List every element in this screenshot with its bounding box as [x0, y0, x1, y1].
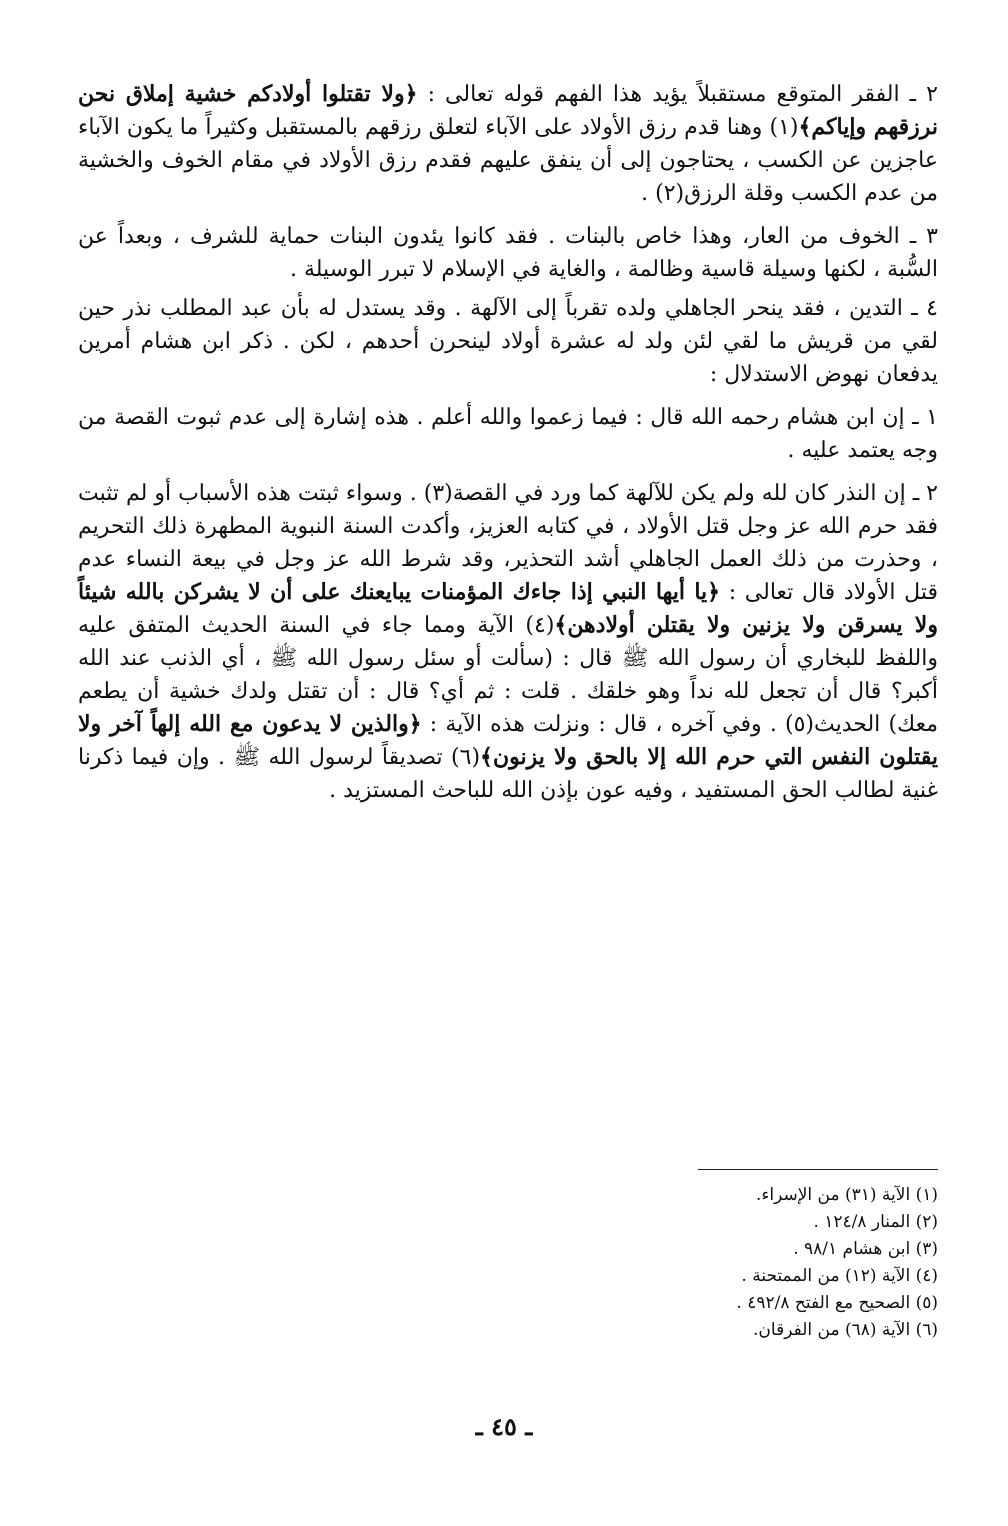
- paragraph-middle: (٤) الآية ومما جاء في السنة الحديث المتفق عليه واللفظ للبخاري أن رسول الله ﷺ قال : (سألت أو سئل رسول الله ﷺ ، أي الذنب عند الله أكبر؟ قال أن تجعل لله نداً وهو خلقك . قلت : ثم أي؟ قال : أن تقتل ولدك خشية أن يطعم معك) الحديث(٥) . وفي آخره ، قال : ونزلت هذه الآية :: [78, 613, 938, 737]
- paragraph-shame: ٣ ـ الخوف من العار، وهذا خاص بالبنات . فقد كانوا يئدون البنات حماية للشرف ، وبعداً عن السُّبة ، لكنها وسيلة قاسية وظالمة ، والغاية في الإسلام لا تبرر الوسيلة .: [78, 224, 938, 282]
- paragraph-religion: ٤ ـ التدين ، فقد ينحر الجاهلي ولده تقرباً إلى الآلهة . وقد يستدل له بأن عبد المطلب نذر حين لقي من قريش ما لقي لئن ولد له عشرة أولاد لينحرن أحدهم ، لكن . ذكر ابن هشام أمرين يدفعان نهوض الاستدلال :: [78, 296, 938, 387]
- paragraph-ibn-hisham: ١ ـ إن ابن هشام رحمه الله قال : فيما زعموا والله أعلم . هذه إشارة إلى عدم ثبوت القصة من وجه يعتمد عليه .: [78, 405, 938, 463]
- quran-quote: ﴿يا أيها النبي إذا جاءك المؤمنات يبايعنك على أن لا يشركن بالله شيئاً ولا يسرقن ولا يزنين ولا يقتلن أولادهن﴾: [78, 579, 938, 638]
- page-number: ـ ٤٥ ـ: [475, 1412, 533, 1441]
- footnote-1: (١) الآية (٣١) من الإسراء.: [755, 1185, 938, 1205]
- quran-quote-2: ﴿والذين لا يدعون مع الله إلهاً آخر ولا يقتلون النفس التي حرم الله إلا بالحق ولا يزنون﴾: [78, 711, 938, 770]
- footnote-3: (٣) ابن هشام ٩٨/١ .: [793, 1239, 938, 1259]
- paragraph-lead: ٢ ـ إن النذر كان لله ولم يكن للآلهة كما ورد في القصة(٣) . وسواء ثبتت هذه الأسباب أو لم تثبت فقد حرم الله عز وجل قتل الأولاد ، في كتابه العزيز، وأكدت السنة النبوية المطهرة ذلك التحريم ، وحذرت من ذلك العمل الجاهلي أشد التحذير، وقد شرط الله عز وجل في بيعة النساء عدم قتل الأولاد قال تعالى :: [78, 481, 938, 605]
- footnote-5: (٥) الصحيح مع الفتح ٤٩٢/٨ .: [736, 1293, 938, 1313]
- main-text: [78, 78, 938, 817]
- paragraph-vow: [78, 477, 938, 807]
- paragraph-rest: (٦) تصديقاً لرسول الله ﷺ . وإن فيما ذكرنا غنية لطالب الحق المستفيد ، وفيه عون بإذن الله للباحث المستزيد .: [78, 745, 938, 803]
- quran-quote: ﴿ولا تقتلوا أولادكم خشية إملاق نحن نرزقهم وإياكم﴾: [78, 81, 938, 140]
- footnote-6: (٦) الآية (٦٨) من الفرقان.: [753, 1320, 938, 1340]
- paragraph-lead: ٢ ـ الفقر المتوقع مستقبلاً يؤيد هذا الفهم قوله تعالى :: [417, 82, 938, 107]
- footnote-2: (٢) المنار ١٢٤/٨ .: [813, 1212, 938, 1232]
- paragraph-rest: (١) وهنا قدم رزق الأولاد على الآباء لتعلق رزقهم بالمستقبل وكثيراً ما يكون الآباء عاجزين عن الكسب ، يحتاجون إلى أن ينفق عليهم فقدم رزق الأولاد في مقام الخوف والخشية من عدم الكسب وقلة الرزق(٢) .: [78, 115, 938, 206]
- footnote-divider: [698, 1169, 938, 1170]
- footnotes: [560, 1182, 938, 1344]
- paragraph-poverty: [78, 78, 938, 210]
- footnote-4: (٤) الآية (١٢) من الممتحنة .: [741, 1266, 938, 1286]
